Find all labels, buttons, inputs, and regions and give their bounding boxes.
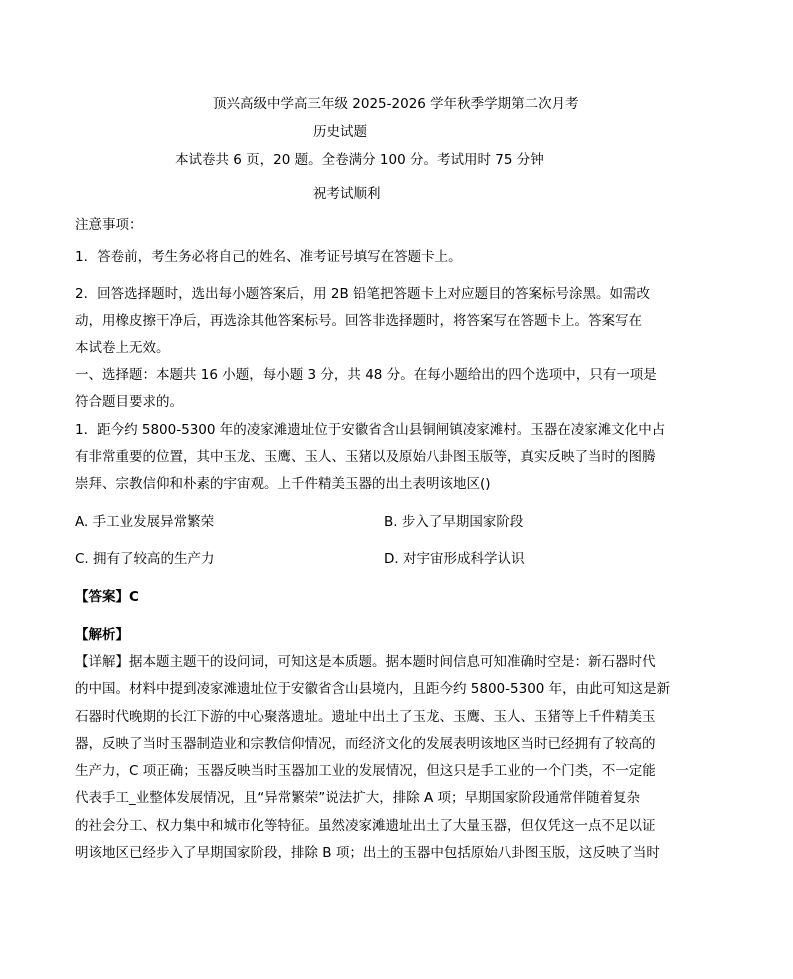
analysis-label: 【解析】 [75,627,129,643]
detail-line: 的中国。材料中提到凌家滩遗址位于安徽省含山县境内，且距今约 5800-5300 年，由此可知这是新 [75,681,671,697]
section-instruction: 一、选择题：本题共 16 小题，每小题 3 分，共 48 分。在每小题给出的四个选项中，只有一项是 [75,367,657,383]
question-stem: 1．距今约 5800-5300 年的凌家滩遗址位于安徽省含山县铜闸镇凌家滩村。玉器在凌家滩文化中占 [75,422,666,438]
detail-line: 生产力，C 项正确；玉器反映当时玉器加工业的发展情况，但这只是手工业的一个门类，不一定能 [75,763,656,779]
exam-info: 本试卷共 6 页，20 题。全卷满分 100 分。考试用时 75 分钟 [175,152,544,168]
option-d: D. 对宇宙形成科学认识 [384,551,525,567]
notice-item: 动，用橡皮擦干净后，再选涂其他答案标号。回答非选择题时，将答案写在答题卡上。答案写在 [75,313,642,329]
notice-item: 本试卷上无效。 [75,340,170,356]
exam-wish: 祝考试顺利 [313,186,381,202]
answer-label: 【答案】 [75,589,129,605]
notice-heading: 注意事项： [75,217,143,233]
notice-item: 1．答卷前，考生务必将自己的姓名、准考证号填写在答题卡上。 [75,249,462,265]
option-c: C. 拥有了较高的生产力 [75,551,215,567]
section-instruction: 符合题目要求的。 [75,394,183,410]
answer-value: C [129,589,139,605]
detail-line: 代表手工_业整体发展情况，且“异常繁荣”说法扩大，排除 A 项；早期国家阶段通常伴随着复杂 [75,790,641,806]
exam-title: 顶兴高级中学高三年级 2025-2026 学年秋季学期第二次月考 [213,96,579,112]
notice-item: 2．回答选择题时，选出每小题答案后，用 2B 铅笔把答题卡上对应题目的答案标号涂黑。如需改 [75,286,651,302]
detail-line: 的社会分工、权力集中和城市化等特征。虽然凌家滩遗址出土了大量玉器，但仅凭这一点不足以证 [75,818,656,834]
answer-line [75,587,139,607]
option-a: A. 手工业发展异常繁荣 [75,514,215,530]
question-stem: 有非常重要的位置，其中玉龙、玉鹰、玉人、玉猪以及原始八卦图玉版等，真实反映了当时的图腾 [75,449,656,465]
option-b: B. 步入了早期国家阶段 [384,514,524,530]
question-stem: 崇拜、宗教信仰和朴素的宇宙观。上千件精美玉器的出土表明该地区() [75,476,491,492]
detail-line: 器，反映了当时玉器制造业和宗教信仰情况，而经济文化的发展表明该地区当时已经拥有了较高的 [75,736,656,752]
detail-line: 明该地区已经步入了早期国家阶段，排除 B 项；出土的玉器中包括原始八卦图玉版，这反映了当时 [75,845,660,861]
detail-line: 石器时代晚期的长江下游的中心聚落遗址。遗址中出土了玉龙、玉鹰、玉人、玉猪等上千件精美玉 [75,709,656,725]
exam-subject: 历史试题 [313,124,367,140]
detail-line: 【详解】据本题主题干的设问词，可知这是本质题。据本题时间信息可知准确时空是：新石器时代 [75,654,656,670]
